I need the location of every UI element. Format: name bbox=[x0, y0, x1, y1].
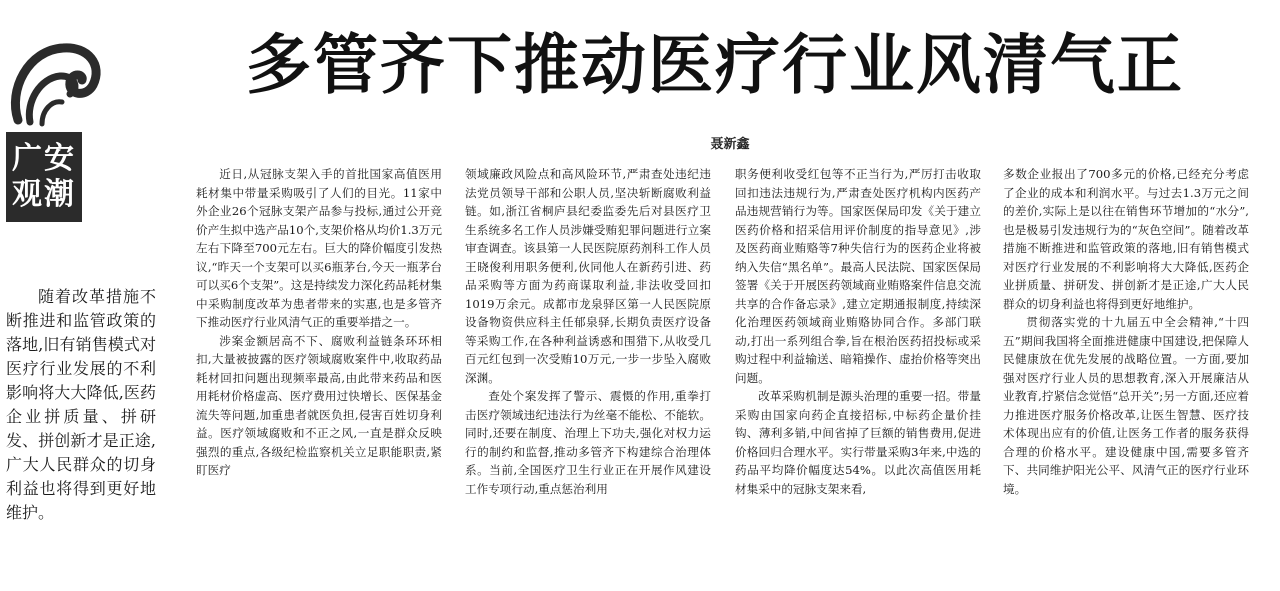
column-tag bbox=[6, 132, 82, 222]
pull-quote: 随着改革措施不断推进和监管政策的落地,旧有销售模式对医疗行业发展的不利影响将大大降低,医药企业拼质量、拼研发、拼创新才是正途,广大人民群众的切身利益也将得到更好地维护。 bbox=[6, 287, 156, 522]
byline: 聂新鑫 bbox=[710, 137, 750, 152]
paragraph: 领域廉政风险点和高风险环节,严肃查处违纪违法党员领导干部和公职人员,坚决斩断腐败利益链。如,浙江省桐庐县纪委监委先后对县医疗卫生系统多名工作人员涉嫌受贿犯罪问题进行立案审查调查。该县第一人民医院原药剂科工作人员王晓俊利用职务便利,伙同他人在新药引进、药品采购等方面为药商谋取利益,非法收受回扣1019万余元。成都市龙泉驿区第一人民医院原设备物资供应科主任郁泉驿,长期负责医疗设备等采购工作,在各种利益诱惑和围猎下,从收受几百元红包到一次受贿10万元,一步一步坠入腐败深渊。 bbox=[465, 167, 711, 385]
wave-logo-icon bbox=[8, 40, 108, 130]
column-tag-line1: 广安 bbox=[12, 141, 76, 176]
paragraph: 近日,从冠脉支架入手的首批国家高值医用耗材集中带量采购吸引了人们的目光。11家中外企业26个冠脉支架产品参与投标,通过公开竞价产生拟中选产品10个,支架价格从均价1.3万元左右下降至700元左右。巨大的降价幅度引发热议,“昨天一个支架可以买6瓶茅台,今天一瓶茅台可以买6个支架”。这是持续发力深化药品耗材集中采购制度改革为患者带来的实惠,也是多管齐下推动医疗行业风清气正的重要举措之一。 bbox=[196, 167, 442, 329]
article-column-3 bbox=[735, 165, 981, 585]
column-tag-line2: 观潮 bbox=[12, 177, 76, 212]
paragraph: 贯彻落实党的十九届五中全会精神,“十四五”期间我国将全面推进健康中国建设,把保障人民健康放在优先发展的战略位置。一方面,要加强对医疗行业人员的思想教育,深入开展廉洁从业教育,拧紧信念觉悟“总开关”;另一方面,还应着力推进医疗服务价格改革,让医生智慧、医疗技术体现出应有的价值,让医务工作者的服务获得合理的价格水平。建设健康中国,需要多管齐下、共同维护阳光公平、风清气正的医疗行业环境。 bbox=[1003, 315, 1249, 496]
article-column-4 bbox=[1003, 165, 1249, 585]
paragraph: 多数企业报出了700多元的价格,已经充分考虑了企业的成本和利润水平。与过去1.3万元之间的差价,实际上是以往在销售环节增加的“水分”,也是极易引发违规行为的“灰色空间”。随着改革措施不断推进和监管政策的落地,旧有销售模式对医疗行业发展的不利影响将大大降低,医药企业拼质量、拼研发、拼创新才是正途,广大人民群众的切身利益也将得到更好地维护。 bbox=[1003, 167, 1249, 311]
paragraph: 职务便利收受红包等不正当行为,严厉打击收取回扣违法违规行为,严肃查处医疗机构内医药产品违规营销行为等。国家医保局印发《关于建立医药价格和招采信用评价制度的指导意见》,涉及医药商业贿赂等7种失信行为的医药企业将被纳入失信“黑名单”。最高人民法院、国家医保局签署《关于开展医药领域商业贿赂案件信息交流共享的合作备忘录》,建立定期通报制度,持续深化治理医药领域商业贿赂协同合作。多部门联动,打出一系列组合拳,旨在根治医药招投标或采购过程中利益输送、暗箱操作、虚抬价格等突出问题。 bbox=[735, 167, 981, 385]
article-column-1 bbox=[196, 165, 442, 585]
paragraph: 涉案金额居高不下、腐败利益链条环环相扣,大量被披露的医疗领域腐败案件中,收取药品耗材回扣问题出现频率最高,由此带来药品和医用耗材价格虚高、医疗费用过快增长、医保基金流失等问题,加重患者就医负担,侵害百姓切身利益。医疗领域腐败和不正之风,一直是群众反映强烈的重点,各级纪检监察机关立足职能职责,紧盯医疗 bbox=[196, 333, 442, 477]
headline: 多管齐下推动医疗行业风清气正 bbox=[245, 28, 1184, 103]
paragraph: 改革采购机制是源头治理的重要一招。带量采购由国家向药企直接招标,中标药企量价挂钩、薄利多销,中间省掉了巨额的销售费用,促进价格回归合理水平。实行带量采购3年来,中选的药品平均降价幅度达54%。以此次高值医用耗材集采中的冠脉支架来看, bbox=[735, 389, 981, 496]
paragraph: 查处个案发挥了警示、震慑的作用,重拳打击医疗领域违纪违法行为丝毫不能松、不能软。同时,还要在制度、治理上下功夫,强化对权力运行的制约和监督,推动多管齐下构建综合治理体系。当前,全国医疗卫生行业正在开展作风建设工作专项行动,重点惩治利用 bbox=[465, 389, 711, 496]
article-column-2 bbox=[465, 165, 711, 585]
